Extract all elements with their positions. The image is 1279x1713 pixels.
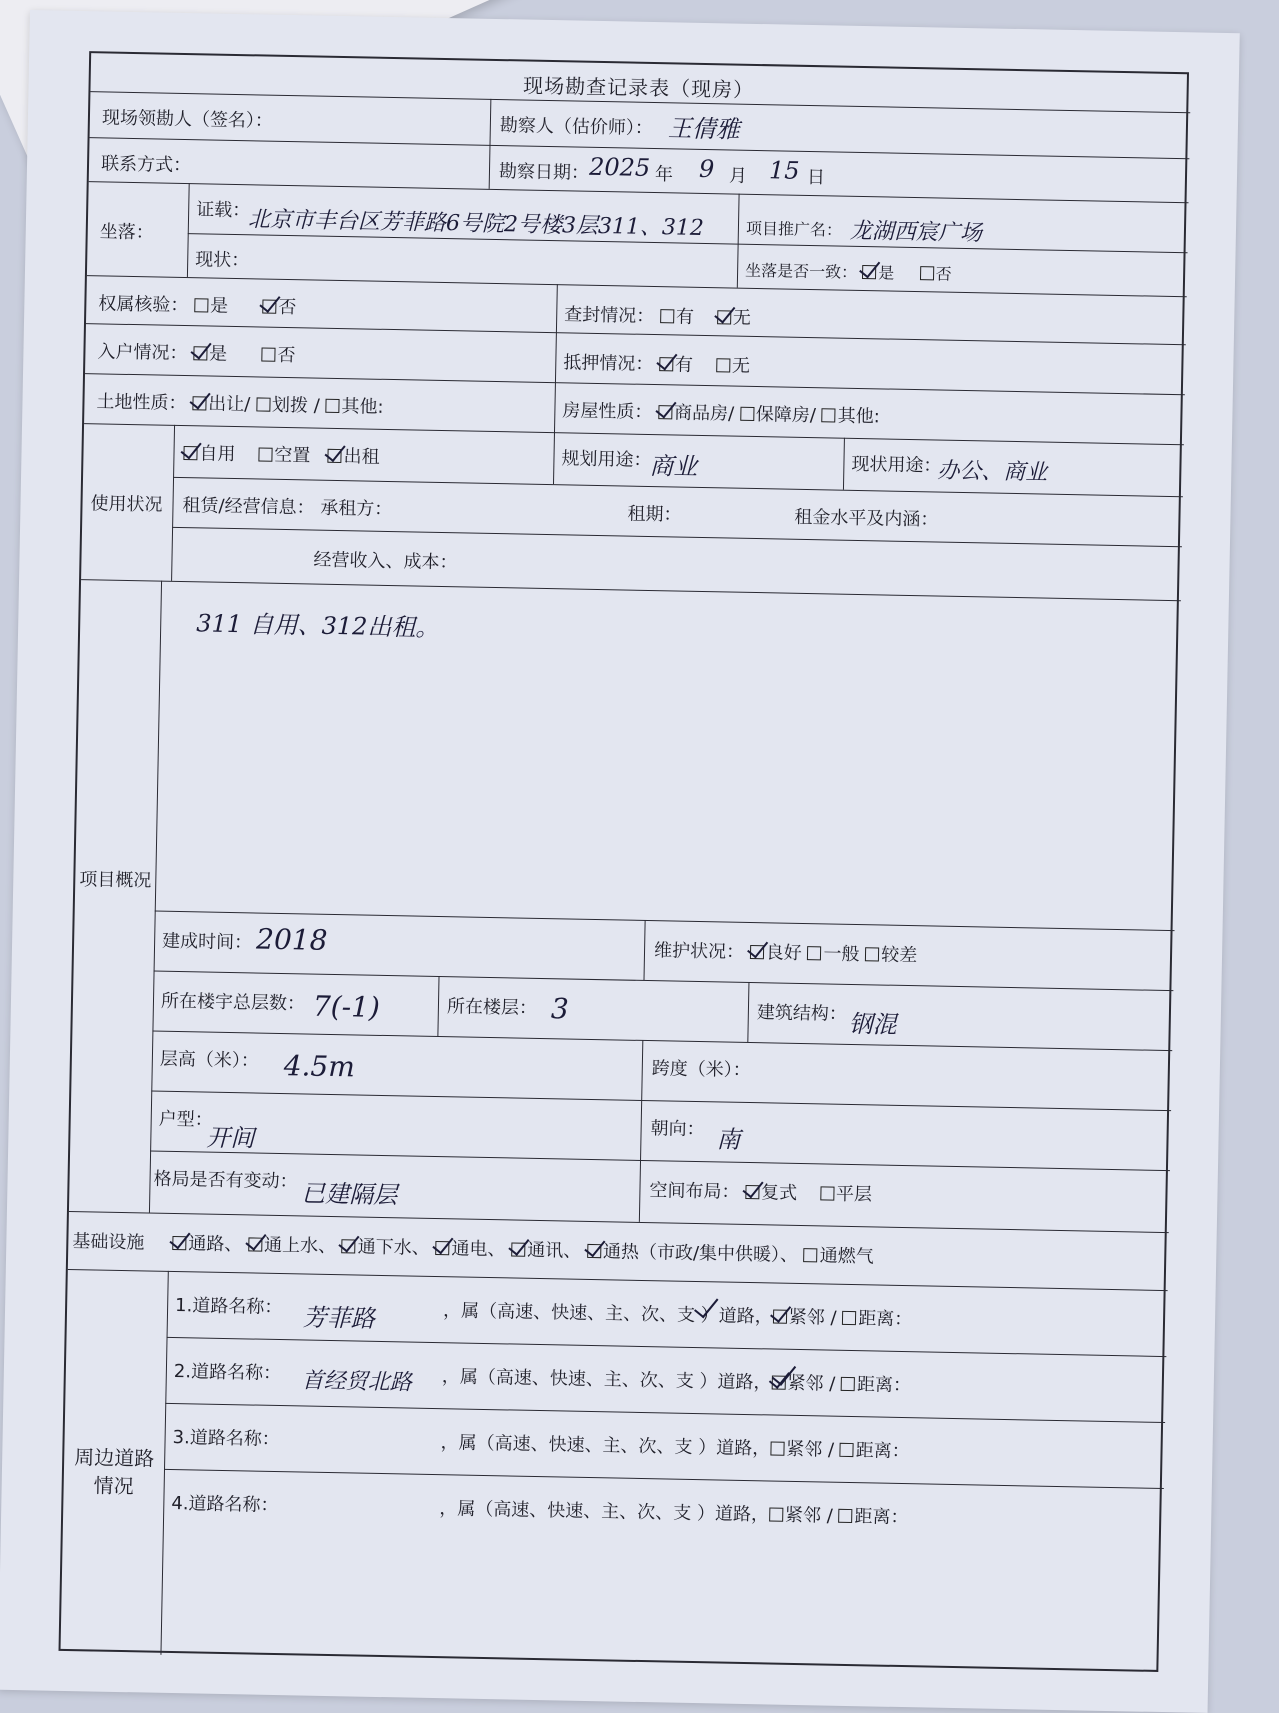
land-grant-label: 出让/ <box>208 393 251 416</box>
road-distance-label: 距离： <box>856 1374 912 1397</box>
consistent-label: 坐落是否一致： <box>744 260 858 282</box>
mortgage-none-label: 无 <box>731 355 751 377</box>
land-nature-field <box>96 387 384 419</box>
road-4-distance-checkbox[interactable] <box>838 1509 852 1523</box>
ownership-label: 权属核验： <box>98 293 189 317</box>
consistent-yes-checkbox[interactable] <box>862 265 876 279</box>
ownership-yes-label: 是 <box>209 295 229 317</box>
mortgage-have-label: 有 <box>674 354 694 376</box>
entry-yes-label: 是 <box>208 343 228 365</box>
road-adjacent-label: 紧邻 / <box>787 1372 836 1395</box>
ownership-no-label: 否 <box>278 296 297 319</box>
usage-rent-checkbox[interactable] <box>327 449 341 463</box>
layout-change-label: 格局是否有变动： <box>153 1168 298 1193</box>
surveyor-label: 勘察人（估价师）： <box>499 115 654 139</box>
cert-address-label: 证载： <box>195 199 251 222</box>
road-distance-label: 距离： <box>854 1506 909 1529</box>
maintenance-label: 维护状况： <box>653 940 745 963</box>
road-name-label: 道路名称： <box>192 1295 283 1319</box>
infra-power-label: 通电、 <box>451 1238 506 1261</box>
road-row-4 <box>171 1489 279 1517</box>
built-year-value: 2018 <box>255 922 328 957</box>
mortgage-label: 抵押情况： <box>563 352 654 376</box>
floor-value: 3 <box>550 992 570 1026</box>
lease-info-label: 租赁/经营信息： <box>182 495 315 519</box>
maintenance-field <box>654 936 918 967</box>
infra-telecom-label: 通讯、 <box>527 1239 582 1262</box>
structure-value: 钢混 <box>848 1009 897 1039</box>
road-distance-label: 距离： <box>855 1440 910 1463</box>
maint-fair-checkbox[interactable] <box>807 946 821 960</box>
survey-date-month: 9 <box>698 154 715 184</box>
entry-no-label: 否 <box>277 344 296 367</box>
floor-height-label: 层高（米）： <box>159 1048 260 1072</box>
mortgage-field <box>563 348 750 378</box>
unit-type-label: 户型： <box>158 1108 213 1131</box>
ownership-yes-checkbox[interactable] <box>194 298 208 312</box>
road-2-distance-checkbox[interactable] <box>841 1377 855 1391</box>
structure-label: 建筑结构： <box>756 1002 848 1025</box>
space-flat-label: 平层 <box>835 1183 873 1206</box>
rent-level-label: 租金水平及内涵： <box>794 506 939 531</box>
space-duplex-checkbox[interactable] <box>745 1185 759 1199</box>
road-row-2 <box>174 1357 282 1385</box>
survey-record-sheet <box>0 10 1240 1713</box>
span-label: 跨度（米）： <box>651 1058 751 1082</box>
orientation-label: 朝向： <box>650 1118 705 1141</box>
contact-label: 联系方式： <box>100 153 192 177</box>
land-nature-label: 土地性质： <box>96 391 187 415</box>
survey-date-year: 2025 <box>588 152 651 182</box>
current-use-label: 现状用途： <box>851 453 942 477</box>
form-title: 现场勘查记录表（现房） <box>522 73 755 102</box>
house-other-label: 其他: <box>837 405 880 428</box>
total-floors-label: 所在楼宇总层数： <box>160 990 306 1015</box>
infra-water-supply-checkbox[interactable] <box>248 1237 262 1251</box>
road-4-type <box>439 1494 909 1529</box>
house-nature-label: 房屋性质： <box>562 400 653 424</box>
guide-signature-label: 现场领勘人（签名）： <box>101 107 274 132</box>
road-type-text: ，属（高速、快速、主、次、支 ）道路， <box>440 1432 771 1460</box>
usage-self-checkbox[interactable] <box>183 446 197 460</box>
promo-name-value: 龙湖西宸广场 <box>849 218 983 247</box>
entry-no-checkbox[interactable] <box>261 348 275 362</box>
maint-good-checkbox[interactable] <box>750 945 764 959</box>
road-1-type <box>443 1296 913 1331</box>
usage-options <box>183 439 380 469</box>
road-1-adjacent-checkbox[interactable] <box>773 1310 787 1324</box>
space-flat-checkbox[interactable] <box>820 1186 834 1200</box>
mortgage-have-checkbox[interactable] <box>659 357 673 371</box>
infrastructure-section-label: 基础设施 <box>72 1231 145 1254</box>
road-3-adjacent-checkbox[interactable] <box>770 1441 784 1455</box>
seal-label: 查封情况： <box>564 304 655 328</box>
usage-section-label: 使用状况 <box>90 493 163 516</box>
infra-telecom-checkbox[interactable] <box>511 1242 525 1256</box>
house-affordable-checkbox[interactable] <box>740 407 754 421</box>
road-distance-label: 距离： <box>858 1308 913 1331</box>
ownership-no-checkbox[interactable] <box>262 300 276 314</box>
road-type-text: ，属（高速、快速、主、次、支 ）道路， <box>441 1366 772 1394</box>
entry-label: 入户情况： <box>97 341 188 365</box>
usage-self-label: 自用 <box>199 443 236 466</box>
mortgage-none-checkbox[interactable] <box>716 358 730 372</box>
infra-water-supply-label: 通上水、 <box>263 1234 337 1258</box>
road-name-label: 道路名称： <box>188 1493 279 1517</box>
unit-type-value: 开间 <box>206 1123 255 1153</box>
lease-term-label: 租期： <box>627 503 682 526</box>
road-3-type <box>440 1428 910 1463</box>
ownership-field <box>98 289 297 319</box>
road-1-name: 芳菲路 <box>302 1303 376 1333</box>
seal-none-checkbox[interactable] <box>717 310 731 324</box>
road-adjacent-label: 紧邻 / <box>788 1306 837 1329</box>
surveyor-signature: 王倩雅 <box>667 114 741 144</box>
planned-use-value: 商业 <box>649 451 698 481</box>
built-year-label: 建成时间： <box>161 930 253 954</box>
land-other-checkbox[interactable] <box>325 399 339 413</box>
land-grant-checkbox[interactable] <box>192 396 206 410</box>
current-address-label: 现状： <box>195 249 250 272</box>
location-consistent-field <box>745 258 952 285</box>
infra-power-checkbox[interactable] <box>435 1241 449 1255</box>
survey-date-day: 15 <box>768 156 800 185</box>
entry-field <box>97 337 296 367</box>
seal-have-label: 有 <box>675 306 695 328</box>
income-cost-label: 经营收入、成本： <box>313 549 458 574</box>
maint-poor-label: 较差 <box>881 944 918 967</box>
road-adjacent-label: 紧邻 / <box>786 1438 835 1461</box>
usage-vacant-label: 空置 <box>274 444 311 467</box>
floor-label: 所在楼层： <box>446 996 538 1019</box>
promo-name-label: 项目推广名： <box>745 218 843 240</box>
seal-have-checkbox[interactable] <box>660 309 674 323</box>
road-number: 4. <box>171 1492 189 1515</box>
road-type-text: ，属（高速、快速、主、次、支 ）道路， <box>439 1498 770 1526</box>
seal-field <box>564 300 751 330</box>
maint-poor-checkbox[interactable] <box>865 947 879 961</box>
consistent-yes-label: 是 <box>878 263 895 283</box>
roads-section-label: 周边道路情况 <box>73 1445 155 1499</box>
road-2-type <box>442 1362 912 1397</box>
road-number: 1. <box>174 1295 193 1317</box>
infra-gas-label: 通燃气 <box>819 1245 874 1268</box>
infra-road-checkbox[interactable] <box>172 1236 186 1250</box>
house-commercial-checkbox[interactable] <box>658 405 672 419</box>
maint-good-label: 良好 <box>765 942 802 964</box>
cert-address-value: 北京市丰台区芳菲路6号院2号楼3层311、312 <box>247 207 705 241</box>
house-nature-field <box>562 396 880 428</box>
orientation-value: 南 <box>716 1125 741 1154</box>
consistent-no-label: 否 <box>935 264 952 284</box>
road-number: 3. <box>172 1427 191 1449</box>
house-affordable-label: 保障房/ <box>755 404 817 427</box>
road-4-adjacent-checkbox[interactable] <box>769 1507 783 1521</box>
planned-use-label: 规划用途： <box>561 448 652 472</box>
infra-drainage-checkbox[interactable] <box>342 1239 356 1253</box>
lease-info-field <box>182 491 392 521</box>
year-unit: 年 <box>654 164 674 186</box>
overview-note: 311 自用、312出租。 <box>195 609 440 642</box>
location-label: 坐落： <box>99 221 154 244</box>
month-unit: 月 <box>728 165 748 187</box>
infra-heating-label: 通热（市政/集中供暖）、 <box>602 1241 799 1266</box>
road-row-3 <box>172 1423 280 1451</box>
survey-date-label: 勘察日期： <box>498 161 590 184</box>
road-2-name: 首经贸北路 <box>301 1368 412 1396</box>
house-other-checkbox[interactable] <box>822 408 836 422</box>
seal-none-label: 无 <box>732 307 752 329</box>
land-other-label: 其他: <box>341 396 384 418</box>
road-1-distance-checkbox[interactable] <box>842 1311 856 1325</box>
layout-change-value: 已建隔层 <box>301 1179 398 1210</box>
infra-gas-checkbox[interactable] <box>804 1248 818 1262</box>
space-layout-label: 空间布局： <box>649 1180 740 1203</box>
total-floors-value: 7(-1) <box>312 989 381 1024</box>
road-number: 2. <box>173 1361 192 1383</box>
floor-height-value: 4.5m <box>283 1049 356 1084</box>
lessee-label: 承租方： <box>320 497 393 521</box>
house-commercial-label: 商品房/ <box>673 402 735 425</box>
road-type-text: ，属（高速、快速、主、次、支 ）道路， <box>442 1300 773 1328</box>
space-layout-field <box>649 1176 872 1206</box>
consistent-no-checkbox[interactable] <box>920 266 934 280</box>
usage-rent-label: 出租 <box>343 446 380 468</box>
space-duplex-label: 复式 <box>760 1182 798 1204</box>
road-3-distance-checkbox[interactable] <box>840 1443 854 1457</box>
infra-drainage-label: 通下水、 <box>357 1236 430 1259</box>
current-use-value: 办公、商业 <box>937 458 1048 486</box>
infra-heating-checkbox[interactable] <box>587 1244 601 1258</box>
road-name-label: 道路名称： <box>190 1361 282 1385</box>
road-row-1 <box>175 1291 283 1319</box>
road-adjacent-label: 紧邻 / <box>784 1504 833 1527</box>
usage-vacant-checkbox[interactable] <box>258 447 272 461</box>
maint-fair-label: 一般 <box>823 943 860 966</box>
survey-form <box>59 51 1190 1672</box>
entry-yes-checkbox[interactable] <box>193 346 207 360</box>
land-allocate-label: 划拨 / <box>271 394 320 417</box>
land-allocate-checkbox[interactable] <box>256 397 270 411</box>
day-unit: 日 <box>806 166 826 189</box>
infrastructure-options <box>172 1229 874 1268</box>
overview-section-label: 项目概况 <box>79 869 152 892</box>
road-name-label: 道路名称： <box>189 1427 280 1451</box>
infra-road-label: 通路、 <box>188 1233 243 1256</box>
